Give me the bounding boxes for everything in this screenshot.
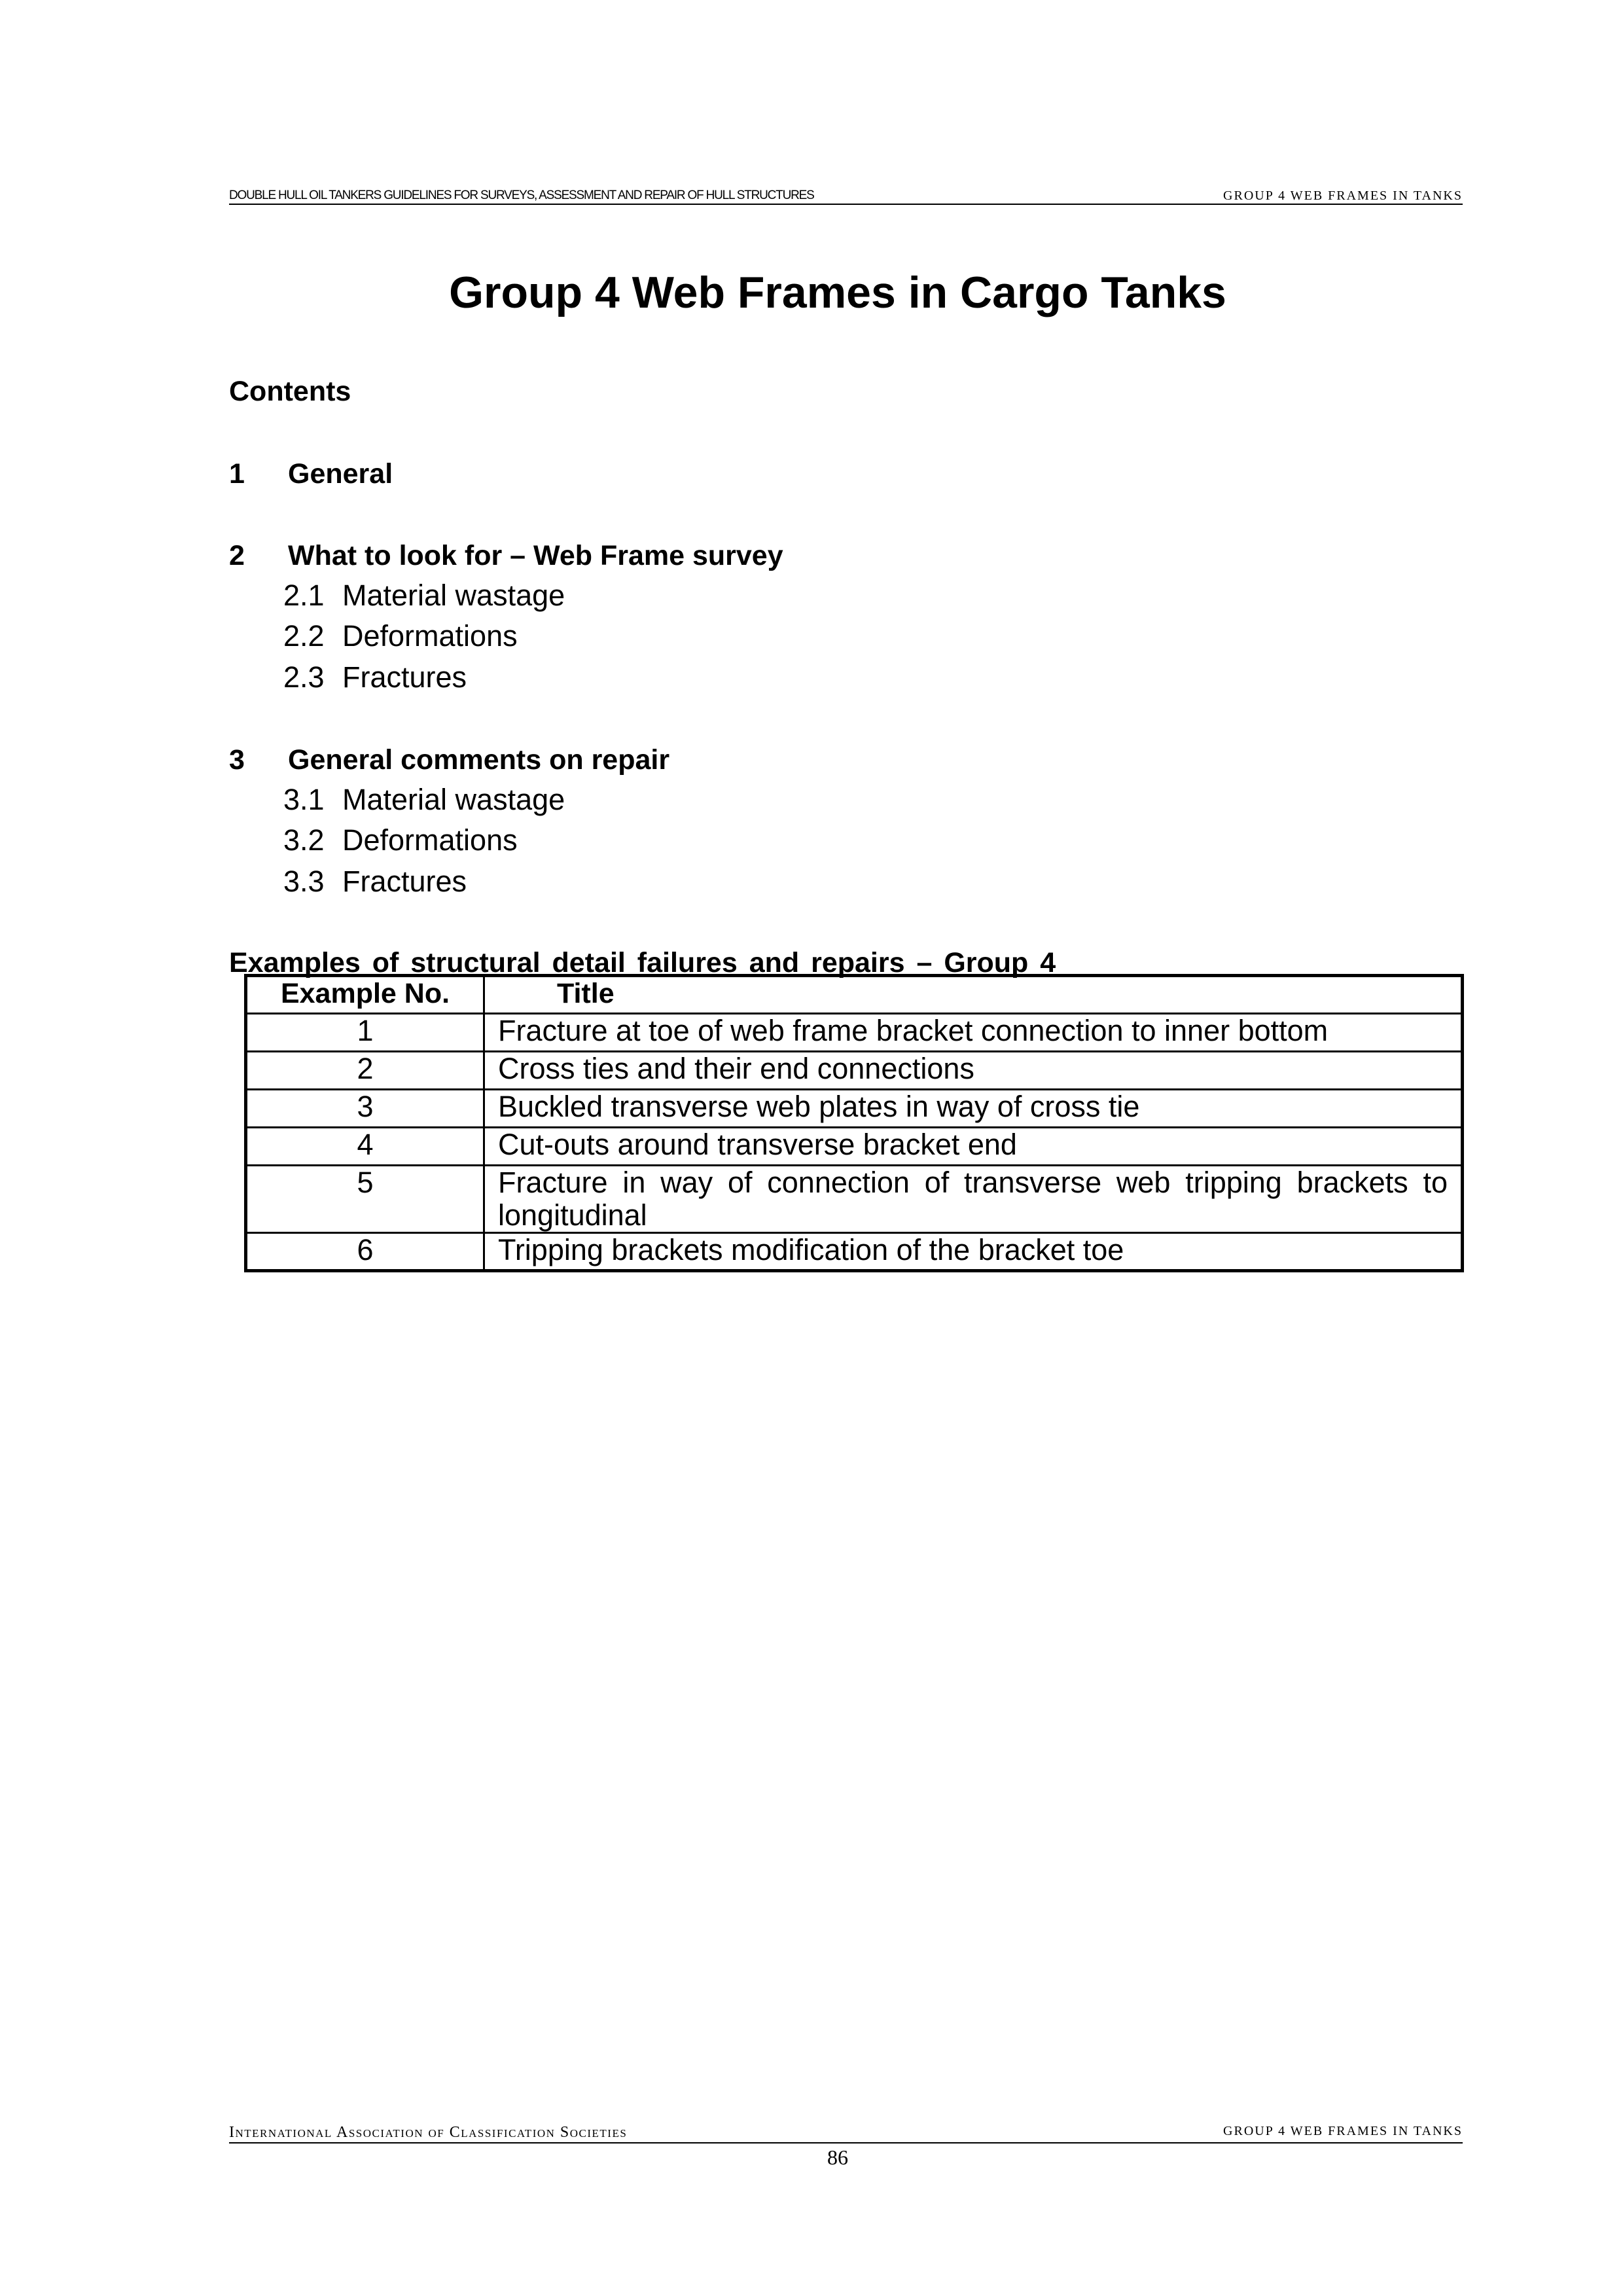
example-number: 2 [246, 1052, 484, 1090]
running-header-left: DOUBLE HULL OIL TANKERS GUIDELINES FOR SURVEYS, ASSESSMENT AND REPAIR OF HULL STRUCTURES [229, 188, 814, 202]
toc-item-3-3 [283, 865, 467, 899]
toc-section-2 [229, 540, 783, 572]
contents-heading: Contents [229, 376, 351, 407]
header-rule [229, 204, 1463, 205]
toc-item-label: Fractures [342, 660, 467, 694]
example-title: Cut-outs around transverse bracket end [484, 1128, 1463, 1166]
toc-item-number: 2.2 [283, 619, 325, 653]
example-number: 6 [246, 1233, 484, 1271]
examples-heading: Examples of structural detail failures and repairs – Group 4 [229, 947, 1056, 978]
toc-item-label: Deformations [342, 619, 518, 653]
toc-item-2-3 [283, 660, 467, 694]
example-title: Tripping brackets modification of the bracket toe [484, 1233, 1463, 1271]
toc-item-label: Material wastage [342, 579, 565, 612]
toc-section-number: 2 [229, 540, 245, 571]
running-header-right: GROUP 4 WEB FRAMES IN TANKS [1223, 188, 1463, 203]
toc-section-label: General [288, 458, 393, 490]
examples-table [244, 974, 1464, 1272]
table-row [246, 1166, 1463, 1233]
example-title: Fracture at toe of web frame bracket connection to inner bottom [484, 1014, 1463, 1052]
toc-item-number: 2.1 [283, 579, 325, 612]
toc-item-number: 3.3 [283, 865, 325, 898]
example-number: 1 [246, 1014, 484, 1052]
example-title: Fracture in way of connection of transverse web tripping brackets to longitudinal [484, 1166, 1463, 1233]
toc-item-2-2 [283, 619, 518, 653]
column-header-title: Title [484, 976, 1463, 1014]
toc-section-label: General comments on repair [288, 744, 670, 776]
toc-item-number: 3.1 [283, 783, 325, 816]
toc-item-number: 2.3 [283, 660, 325, 694]
table-row [246, 1233, 1463, 1271]
toc-section-label: What to look for – Web Frame survey [288, 540, 783, 571]
example-number: 5 [246, 1166, 484, 1233]
toc-item-label: Material wastage [342, 783, 565, 816]
table-header-row [246, 976, 1463, 1014]
table-row [246, 1052, 1463, 1090]
page-title: Group 4 Web Frames in Cargo Tanks [449, 268, 1226, 317]
table-row [246, 1014, 1463, 1052]
example-number: 3 [246, 1090, 484, 1128]
footer-rule [229, 2142, 1463, 2144]
toc-item-3-2 [283, 823, 518, 857]
toc-item-label: Fractures [342, 865, 467, 898]
toc-item-label: Deformations [342, 823, 518, 857]
example-title: Buckled transverse web plates in way of cross tie [484, 1090, 1463, 1128]
toc-section-1 [229, 458, 393, 490]
toc-item-3-1 [283, 783, 565, 817]
toc-item-number: 3.2 [283, 823, 325, 857]
toc-section-3 [229, 744, 669, 776]
running-footer-left: International Association of Classification Societies [229, 2124, 628, 2141]
running-footer-right: GROUP 4 WEB FRAMES IN TANKS [1223, 2124, 1463, 2138]
toc-section-number: 3 [229, 744, 245, 776]
toc-item-2-1 [283, 579, 565, 613]
column-header-example-no: Example No. [246, 976, 484, 1014]
table-row [246, 1090, 1463, 1128]
example-number: 4 [246, 1128, 484, 1166]
table-row [246, 1128, 1463, 1166]
example-title: Cross ties and their end connections [484, 1052, 1463, 1090]
page-number: 86 [827, 2145, 848, 2169]
toc-section-number: 1 [229, 458, 245, 490]
